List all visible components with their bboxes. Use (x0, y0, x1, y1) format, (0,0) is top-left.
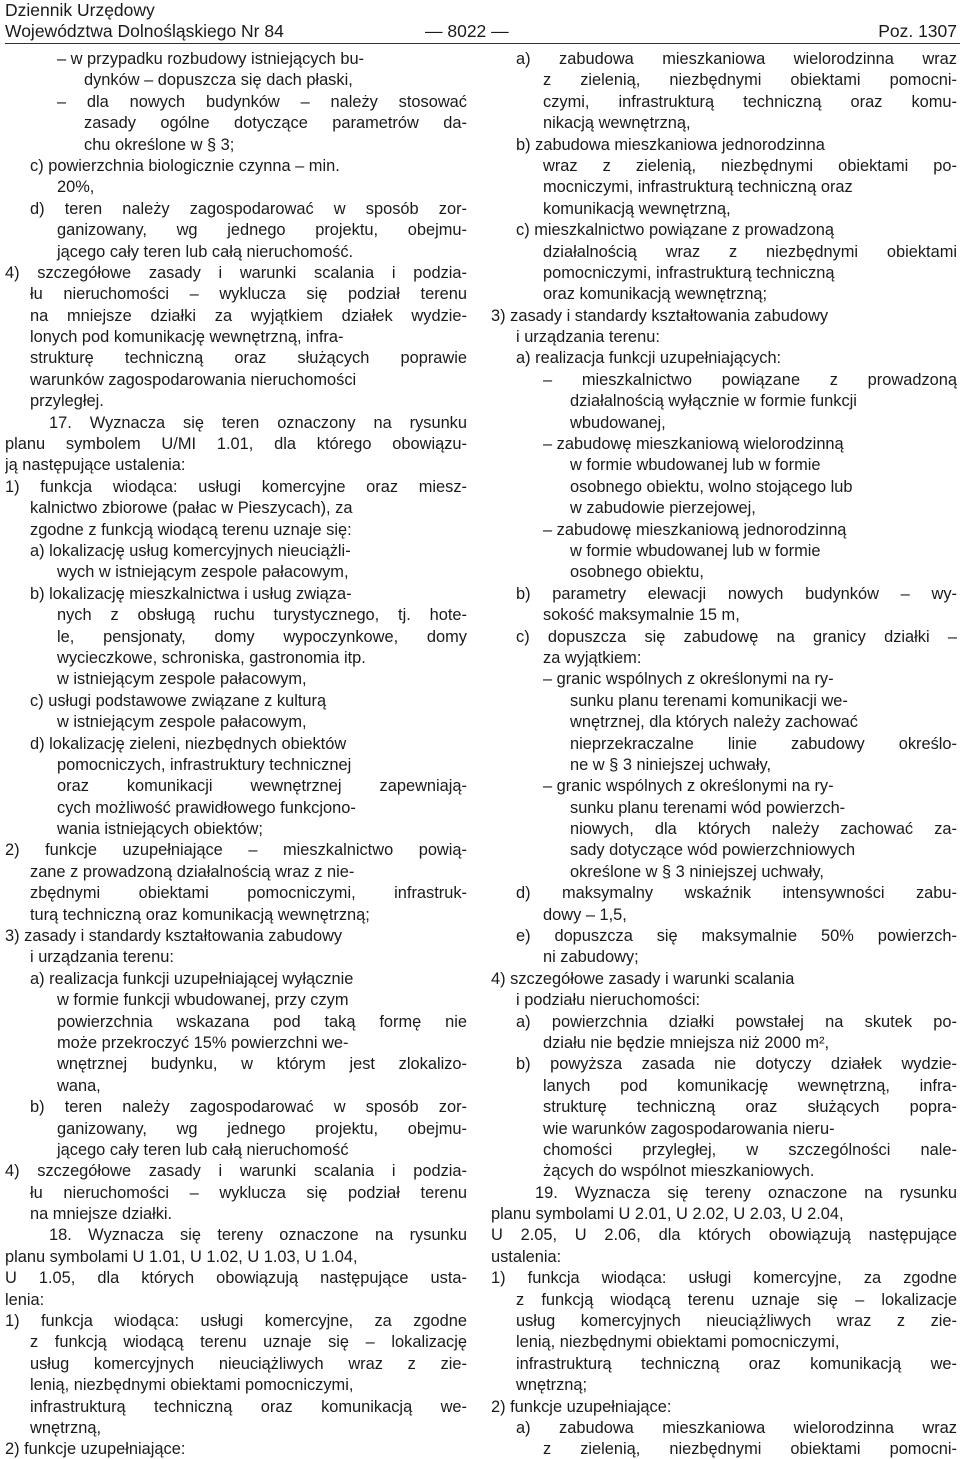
text-line: czymi, infrastrukturą techniczną oraz komu- (543, 92, 957, 111)
text-line: dowy – 1,5, (543, 905, 627, 924)
text-line: d) maksymalny wskaźnik intensywności zabu- (516, 884, 957, 903)
text-line: mocniczymi, infrastrukturą techniczną oraz (543, 178, 853, 197)
text-line: w formie funkcji wbudowanej, przy czym (57, 991, 349, 1010)
text-line: usług komercyjnych nieuciążliwych wraz z zie- (516, 1312, 957, 1331)
text-line: 19. Wyznacza się tereny oznaczone na rysunku (535, 1183, 957, 1202)
text-line: 20%, (57, 178, 95, 197)
text-line: turą techniczną oraz komunikacją wewnętrzną; (30, 905, 370, 924)
text-line: strukturę techniczną oraz służących popra- (543, 1098, 957, 1117)
text-line: wana, (57, 1076, 101, 1095)
text-line: osobnego obiektu, wolno stojącego lub (570, 477, 853, 496)
text-line: 17. Wyznacza się teren oznaczony na rysunku (49, 413, 467, 432)
text-line: wycieczkowe, schroniska, gastronomia itp. (57, 648, 366, 667)
text-line: oraz komunikacją wewnętrzną; (543, 285, 768, 304)
text-line: jącego cały teren lub całą nieruchomość (57, 1140, 349, 1159)
left-column (5, 49, 467, 1459)
text-line: 18. Wyznacza się tereny oznaczone na rysunku (49, 1226, 467, 1245)
text-line: strukturę techniczną oraz służących poprawie (30, 349, 467, 368)
text-line: sunku planu terenami komunikacji we- (570, 691, 848, 710)
text-line: a) powierzchnia działki powstałej na skutek po- (516, 1012, 957, 1031)
text-line: w formie wbudowanej lub w formie (570, 456, 821, 475)
text-line: b) zabudowa mieszkaniowa jednorodzinna (516, 135, 825, 154)
text-line: c) dopuszcza się zabudowę na granicy działki – (516, 627, 957, 646)
text-line: b) parametry elewacji nowych budynków – wy- (516, 584, 957, 603)
text-line: działu nie będzie mniejsza niż 2000 m², (543, 1033, 830, 1052)
text-line: wie warunków zagospodarowania nieru- (543, 1119, 835, 1138)
text-line: sokość maksymalnie 15 m, (543, 606, 740, 625)
text-line: jącego cały teren lub całą nieruchomość. (57, 242, 354, 261)
text-line: c) mieszkalnictwo powiązane z prowadzoną (516, 221, 834, 240)
text-line: z funkcją wiodącą terenu uznaje się – lokalizacje (516, 1290, 957, 1309)
text-line: 4) szczegółowe zasady i warunki scalania i podzia- (5, 1162, 467, 1181)
text-line: zasady ogólne dotyczące parametrów da- (84, 114, 467, 133)
text-line: z zielenią, niezbędnymi obiektami pomocni- (543, 71, 957, 90)
text-line: zane z prowadzoną działalnością wraz z nie- (30, 862, 355, 881)
text-line: d) teren należy zagospodarować w sposób zor- (30, 199, 467, 218)
text-line: sunku planu terenami wód powierzch- (570, 798, 846, 817)
text-line: może przekroczyć 15% powierzchni we- (57, 1033, 349, 1052)
text-line: ne w § 3 niniejszej uchwały, (570, 755, 772, 774)
text-line: ją następujące ustalenia: (5, 456, 186, 475)
text-line: i podziału nieruchomości: (516, 991, 701, 1010)
page-header (5, 0, 957, 44)
text-line: komunikacją wewnętrzną, (543, 199, 731, 218)
text-line: z zielenią, niezbędnymi obiektami pomocni- (543, 1440, 957, 1459)
text-line: ni zabudowy; (543, 948, 639, 967)
text-line: infrastrukturą techniczną oraz komunikacją we- (516, 1354, 957, 1373)
text-line: oraz komunikacji wewnętrznej zapewniają- (57, 777, 467, 796)
text-line: 4) szczegółowe zasady i warunki scalania (491, 969, 795, 988)
text-line: e) dopuszcza się maksymalnie 50% powierzch- (516, 927, 957, 946)
text-line: lenią, niezbędnymi obiektami pomocniczymi, (516, 1333, 840, 1352)
text-line: wnętrznej, dla których należy zachować (570, 713, 858, 732)
position-number: Poz. 1307 (878, 21, 957, 41)
text-line: b) teren należy zagospodarować w sposób zor- (30, 1098, 467, 1117)
text-line: zgodne z funkcją wiodącą terenu uznaje się: (30, 520, 352, 539)
text-line: cych możliwość prawidłowego funkcjono- (57, 798, 356, 817)
text-line: łu nieruchomości – wyklucza się podział terenu (30, 1183, 467, 1202)
header-row (5, 21, 957, 42)
text-line: wnętrznej budynku, w którym jest zlokalizo- (57, 1055, 467, 1074)
text-line: ganizowany, wg jednego projektu, obejmu- (57, 221, 467, 240)
text-line: w istniejącym zespole pałacowym, (57, 713, 307, 732)
text-line: 3) zasady i standardy kształtowania zabudowy (491, 306, 829, 325)
text-line: powierzchnia wskazana pod taką formę nie (57, 1012, 467, 1031)
text-line: 2) funkcje uzupełniające: (5, 1440, 186, 1459)
text-line: 3) zasady i standardy kształtowania zabudowy (5, 927, 343, 946)
text-line: działalnością wyłącznie w formie funkcji (570, 392, 857, 411)
text-line: – zabudowę mieszkaniową wielorodzinną (543, 435, 844, 454)
text-line: ganizowany, wg jednego projektu, obejmu- (57, 1119, 467, 1138)
text-line: żących do wspólnot mieszkaniowych. (543, 1162, 815, 1181)
text-line: wnętrzną; (516, 1376, 588, 1395)
page-number: — 8022 — (425, 21, 509, 41)
text-line: i urządzania terenu: (516, 328, 660, 347)
text-line: z funkcją wiodącą terenu uznaje się – lokalizację (30, 1333, 467, 1352)
text-line: niowych, dla których należy zachować za- (570, 820, 957, 839)
text-line: 1) funkcja wiodąca: usługi komercyjne, za zgodne (5, 1312, 467, 1331)
text-line: planu symbolem U/MI 1.01, dla którego obowiązu- (5, 435, 467, 454)
text-line: i urządzania terenu: (30, 948, 174, 967)
text-line: lenia: (5, 1290, 45, 1309)
text-line: kalnictwo zbiorowe (pałac w Pieszycach), za (30, 499, 353, 518)
right-column (491, 49, 957, 1459)
text-line: c) powierzchnia biologicznie czynna – min. (30, 156, 340, 175)
text-line: w istniejącym zespole pałacowym, (57, 670, 307, 689)
text-line: wbudowanej, (570, 413, 666, 432)
text-line: na mniejsze działki za wyjątkiem działek wydzie- (30, 306, 467, 325)
text-line: pomocniczymi, infrastrukturą techniczną (543, 263, 835, 282)
text-line: lenią, niezbędnymi obiektami pomocniczymi, (30, 1376, 354, 1395)
text-line: określone w § 3 niniejszej uchwały, (570, 862, 824, 881)
text-line: planu symbolami U 2.01, U 2.02, U 2.03, U 2.04, (491, 1205, 844, 1224)
text-line: – granic wspólnych z określonymi na ry- (543, 777, 834, 796)
text-line: na mniejsze działki. (30, 1205, 173, 1224)
text-line: pomocniczych, infrastruktury technicznej (57, 755, 352, 774)
text-line: a) realizacja funkcji uzupełniającej wyłącznie (30, 969, 354, 988)
text-line: 2) funkcje uzupełniające: (491, 1397, 672, 1416)
text-line: w formie wbudowanej lub w formie (570, 541, 821, 560)
text-line: – mieszkalnictwo powiązane z prowadzoną (543, 370, 957, 389)
text-line: warunków zagospodarowania nieruchomości (30, 370, 357, 389)
text-line: b) powyższa zasada nie dotyczy działek wydzie- (516, 1055, 957, 1074)
text-line: infrastrukturą techniczną oraz komunikacją we- (30, 1397, 467, 1416)
text-line: 1) funkcja wiodąca: usługi komercyjne oraz miesz- (5, 477, 467, 496)
text-line: wnętrzną, (30, 1419, 102, 1437)
text-line: nikacją wewnętrzną, (543, 114, 691, 133)
text-line: a) lokalizację usług komercyjnych nieuciążli- (30, 541, 351, 560)
text-line: 2) funkcje uzupełniające – mieszkalnictwo powią- (5, 841, 467, 860)
text-line: U 2.05, U 2.06, dla których obowiązują następujące (491, 1226, 957, 1245)
journal-title: Dziennik Urzędowy (5, 0, 155, 20)
text-line: lonych pod komunikację wewnętrzną, infra- (30, 328, 344, 347)
text-line: dynków – dopuszcza się dach płaski, (84, 71, 353, 90)
text-line: chomości przyległej, w szczególności nale- (543, 1140, 957, 1159)
text-line: lanych pod komunikację wewnętrzną, infra- (543, 1076, 957, 1095)
text-line: U 1.05, dla których obowiązują następujące usta- (5, 1269, 467, 1288)
text-line: a) zabudowa mieszkaniowa wielorodzinna wraz (516, 50, 957, 68)
text-line: za wyjątkiem: (543, 648, 642, 667)
header-divider (5, 43, 960, 44)
text-line: le, pensjonaty, domy wypoczynkowe, domy (57, 627, 467, 646)
text-line: ustalenia: (491, 1247, 562, 1266)
journal-subtitle: Województwa Dolnośląskiego Nr 84 (5, 21, 284, 41)
text-line: sady dotyczące wód powierzchniowych (570, 841, 856, 860)
text-line: przyległej. (30, 392, 104, 411)
text-line: 1) funkcja wiodąca: usługi komercyjne, za zgodne (491, 1269, 957, 1288)
text-line: działalnością wraz z niezbędnymi obiektami (543, 242, 957, 261)
text-line: wych w istniejącym zespole pałacowym, (57, 563, 349, 582)
text-line: łu nieruchomości – wyklucza się podział terenu (30, 285, 467, 304)
text-line: nych z obsługą ruchu turystycznego, tj. hote- (57, 606, 467, 625)
text-line: – dla nowych budynków – należy stosować (57, 92, 467, 111)
text-line: d) lokalizację zieleni, niezbędnych obiektów (30, 734, 347, 753)
text-line: wania istniejących obiektów; (57, 820, 263, 839)
text-line: wraz z zielenią, niezbędnymi obiektami po- (543, 156, 957, 175)
text-line: osobnego obiektu, (570, 563, 704, 582)
text-line: planu symbolami U 1.01, U 1.02, U 1.03, U 1.04, (5, 1247, 358, 1266)
text-line: a) zabudowa mieszkaniowa wielorodzinna wraz (516, 1419, 957, 1437)
text-line: – granic wspólnych z określonymi na ry- (543, 670, 834, 689)
text-line: w zabudowie pierzejowej, (570, 499, 756, 518)
text-line: c) usługi podstawowe związane z kulturą (30, 691, 327, 710)
text-line: nieprzekraczalne linie zabudowy określo- (570, 734, 957, 753)
text-line: chu określone w § 3; (84, 135, 235, 154)
text-line: – zabudowę mieszkaniową jednorodzinną (543, 520, 847, 539)
text-line: b) lokalizację mieszkalnictwa i usług związa- (30, 584, 352, 603)
text-line: a) realizacja funkcji uzupełniających: (516, 349, 782, 368)
text-line: 4) szczegółowe zasady i warunki scalania i podzia- (5, 263, 467, 282)
text-line: usług komercyjnych nieuciążliwych wraz z zie- (30, 1354, 467, 1373)
text-line: – w przypadku rozbudowy istniejących bu- (57, 50, 365, 68)
text-line: zbędnymi obiektami pomocniczymi, infrastruk- (30, 884, 467, 903)
